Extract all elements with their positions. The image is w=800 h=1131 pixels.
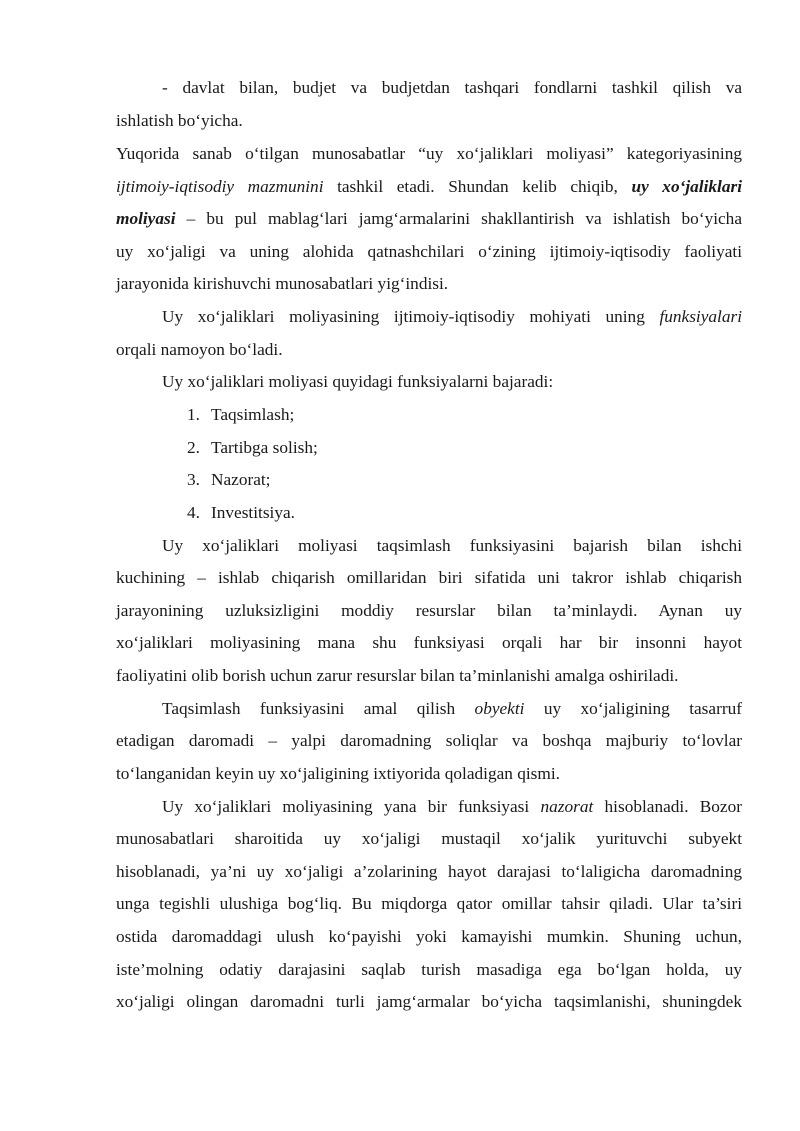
p4-line-4: xo‘jaliklari moliyasining mana shu funksiyasi orqali har bir insonni hayot	[116, 633, 742, 652]
p4-line-2: kuchining – ishlab chiqarish omillaridan biri sifatida uni takror ishlab chiqarish	[116, 568, 742, 587]
p1-line-4: uy xo‘jaligi va uning alohida qatnashchilari o‘zining ijtimoiy-iqtisodiy faoliyati	[116, 242, 742, 261]
p6-line-7: xo‘jaligi olingan daromadni turli jamg‘armalar bo‘yicha taqsimlanishi, shuningdek	[116, 992, 742, 1011]
p1-line-5: jarayonida kirishuvchi munosabatlari yig‘indisi.	[116, 274, 449, 293]
p6-line-6: iste’molning odatiy darajasini saqlab turish masadiga ega bo‘lgan holda, uy	[116, 960, 742, 979]
p6-line-4: unga tegishli ulushiga bog‘liq. Bu miqdorga qator omillar tahsir qiladi. Ular ta’siri	[116, 894, 742, 913]
p6-line-2: munosabatlari sharoitida uy xo‘jaligi mustaqil xo‘jalik yurituvchi subyekt	[116, 829, 742, 848]
list-item: 2. Tartibga solish;	[187, 438, 318, 457]
intro-line-1: - davlat bilan, budjet va budjetdan tashqari fondlarni tashkil qilish va	[162, 78, 743, 97]
p6-line-1: Uy xo‘jaliklari moliyasining yana bir funksiyasi nazorat hisoblanadi. Bozor	[162, 797, 742, 816]
p1-line-1: Yuqorida sanab o‘tilgan munosabatlar “uy xo‘jaliklari moliyasi” kategoriyasining	[116, 144, 742, 163]
p3-line-1: Uy xo‘jaliklari moliyasi quyidagi funksiyalarni bajaradi:	[162, 372, 554, 391]
p6-line-5: ostida daromaddagi ulush ko‘payishi yoki kamayishi mumkin. Shuning uchun,	[116, 927, 742, 946]
p4-line-5: faoliyatini olib borish uchun zarur resurslar bilan ta’minlanishi amalga oshiriladi.	[116, 666, 679, 685]
p4-line-3: jarayonining uzluksizligini moddiy resurslar bilan ta’minlaydi. Aynan uy	[116, 601, 742, 620]
list-item: 1. Taqsimlash;	[187, 405, 295, 424]
list-item: 4. Investitsiya.	[187, 503, 295, 522]
p1-line-3: moliyasi – bu pul mablag‘lari jamg‘armalarini shakllantirish va ishlatish bo‘yicha	[116, 209, 742, 228]
intro-line-2: ishlatish bo‘yicha.	[116, 111, 243, 130]
p5-line-3: to‘langanidan keyin uy xo‘jaligining ixtiyorida qoladigan qismi.	[116, 764, 560, 783]
p1-line-2: ijtimoiy-iqtisodiy mazmunini tashkil etadi. Shundan kelib chiqib, uy xo‘jaliklari	[116, 177, 742, 196]
p4-line-1: Uy xo‘jaliklari moliyasi taqsimlash funksiyasini bajarish bilan ishchi	[162, 536, 742, 555]
list-item: 3. Nazorat;	[187, 470, 271, 489]
p6-line-3: hisoblanadi, ya’ni uy xo‘jaligi a’zolarining hayot darajasi to‘laligicha daromadning	[116, 862, 742, 881]
p2-line-2: orqali namoyon bo‘ladi.	[116, 340, 283, 359]
p5-line-1: Taqsimlash funksiyasini amal qilish obyekti uy xo‘jaligining tasarruf	[162, 699, 742, 718]
p5-line-2: etadigan daromadi – yalpi daromadning soliqlar va boshqa majburiy to‘lovlar	[116, 731, 742, 750]
p2-line-1: Uy xo‘jaliklari moliyasining ijtimoiy-iqtisodiy mohiyati uning funksiyalari	[162, 307, 742, 326]
